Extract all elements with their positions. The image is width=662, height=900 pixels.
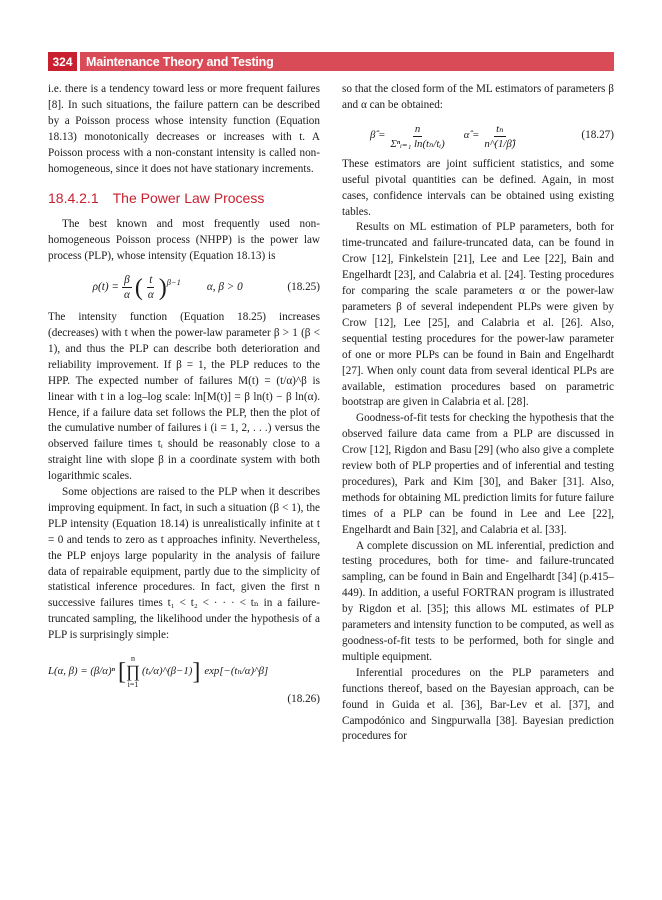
eq-num: t	[149, 274, 153, 287]
equation-number: (18.26)	[287, 693, 320, 706]
equation-18-25: ρ(t) = $\frac{\beta}{\alpha}$ ( $\frac{t}{\alpha}$ ) $^{\beta-1}$ α, β > 0 (18.25)	[92, 274, 320, 302]
running-header	[48, 52, 614, 71]
section-title: The Power Law Process	[112, 190, 265, 207]
section-number: 18.4.2.1	[48, 190, 99, 207]
eq-num: n	[414, 122, 421, 135]
running-title: Maintenance Theory and Testing	[80, 52, 614, 71]
eq-condition: α, β > 0	[206, 280, 243, 293]
equation-18-27	[342, 122, 614, 151]
eq-den: α	[147, 289, 154, 302]
eq-alpha-lhs: α̂ =	[463, 129, 480, 142]
equation-number: (18.25)	[287, 280, 320, 293]
paragraph: A complete discussion on ML inferential, prediction and testing procedures, both for time- and failure-truncated sampling, can be found in Bain and Engelhardt [34] (p.415–449). In addition, a useful FORTRAN program is illustrated by Rigdon et al. [35]; this allows ML estimates of PLP parameters and intensity function to be computed, as well as goodness-of-fit tests to be performed, both for single and multiple equipment.	[342, 539, 614, 663]
eq-num: β	[124, 274, 130, 287]
paragraph: Results on ML estimation of PLP parameters, both for time-truncated and failure-truncated data, can be found in Crow [12], Finkelstein [21], Lee and Lee [22], Bain and Engelhardt [23], and Calabria et al. [24]. Testing procedures for comparing the scale parameters α or the power-law parameters β of several independent PLPs were given by Crow [12], Lee [25], and Calabria et al. [26]. Also, sequential testing procedures for the power-law parameter of one or more PLPs can be found in Bain and Engelhardt [27]. When only count data from several identical PLPs are available, estimation procedures based on parametric bootstrap are given in Calabria et al. [28].	[342, 221, 614, 409]
section-heading	[48, 191, 320, 207]
eq-den: n^(1/β̂)	[484, 137, 516, 150]
eq-den: Σⁿᵢ₌₁ ln(tₙ/tᵢ)	[390, 137, 445, 150]
paragraph: Inferential procedures on the PLP parameters and functions thereof, based on the Bayesian approach, can be found in Guida et al. [36], Bar-Lev et al. [37], and Campodónico and Singpurwalla [38]. Bayesian prediction procedures for	[342, 666, 614, 743]
eq-lhs: ρ(t) =	[92, 280, 119, 293]
right-column	[342, 82, 614, 745]
eq-beta-lhs: β̂ =	[370, 129, 386, 142]
paragraph: so that the closed form of the ML estimators of parameters β and α can be obtained:	[342, 83, 614, 111]
paragraph: These estimators are joint sufficient statistics, and some useful pivotal quantities can be defined. Again, in most cases, confidence intervals can be obtained using existing tables.	[342, 157, 614, 218]
eq-exponent: β−1	[166, 277, 181, 288]
paragraph: The best known and most frequently used non-homogeneous Poisson process (NHPP) is the power law process (PLP), whose intensity (Equation 18.13) is	[48, 218, 320, 263]
page-number: 324	[48, 52, 77, 71]
eq-lhs: L(α, β) = (β/α)ⁿ	[48, 665, 115, 678]
paragraph: Some objections are raised to the PLP when it describes improving equipment. In fact, in such a situation (β < 1), the PLP intensity (Equation 18.14) is unrealistically infinite at t = 0 and tends to zero as t approaches infinity. Nevertheless, the PLP enjoys large popularity in the analysis of failure data of repairable equipment, partly due to the simplicity of statistical inference procedures. In fact, given the first n successive failures times t₁ < t₂ < · · · < tₙ in a failure-truncated sampling, the likelihood under the hypothesis of a PLP is surprisingly simple:	[48, 486, 320, 642]
eq-num: tₙ	[496, 122, 504, 135]
eq-product-lower: i=1	[127, 680, 139, 690]
eq-product-body: (tᵢ/α)^(β−1)	[141, 665, 193, 678]
paragraph: Goodness-of-fit tests for checking the hypothesis that the observed failure data came from a PLP are discussed in Crow [12], Rigdon and Basu [29] (who also give a complete review both of PLP properties and of inferential and testing procedures), Park and Kim [30], and Baker [31]. Also, methods for obtaining ML prediction limits for future failure times of a PLP can be found in Lee and Lee [22], Engelhardt and Bain [32], and Calabria et al. [33].	[342, 412, 614, 536]
eq-tail: exp[−(tₙ/α)^β]	[204, 665, 269, 678]
paragraph: The intensity function (Equation 18.25) increases (decreases) with t when the power-law parameter β > 1 (β < 1), and thus the PLP can describe both deterioration and reliability improvement. If β = 1, the PLP reduces to the HPP. The expected number of failures M(t) = (t/α)^β is linear with t in a log–log scale: ln[M(t)] = β ln(t) − β ln(α). Hence, if a failure data set follows the PLP, then the plot of the cumulative number of failures i (i = 1, 2, . . .) versus the observed failure times tᵢ should be reasonably close to a straight line with slope β in a coordinate system with both logarithmic scales.	[48, 311, 320, 483]
eq-den: α	[123, 289, 130, 302]
paragraph: i.e. there is a tendency toward less or more frequent failures [8]. In such situations, the failure pattern can be described by a Poisson process whose intensity function (Equation 18.13) monotonically decreases or increases with t. A Poisson process with a non-constant intensity is called non-homogeneous, since it does not have stationary increments.	[48, 83, 320, 175]
eq-product-upper: n	[130, 654, 135, 664]
equation-number: (18.27)	[581, 129, 614, 142]
left-column	[48, 82, 320, 708]
equation-18-26: L(α, β) = (β/α)ⁿ [ n ∏ i=1 (tᵢ/α)^(β−1) ] exp[−(tₙ/α)^β] (18.26)	[48, 654, 320, 708]
